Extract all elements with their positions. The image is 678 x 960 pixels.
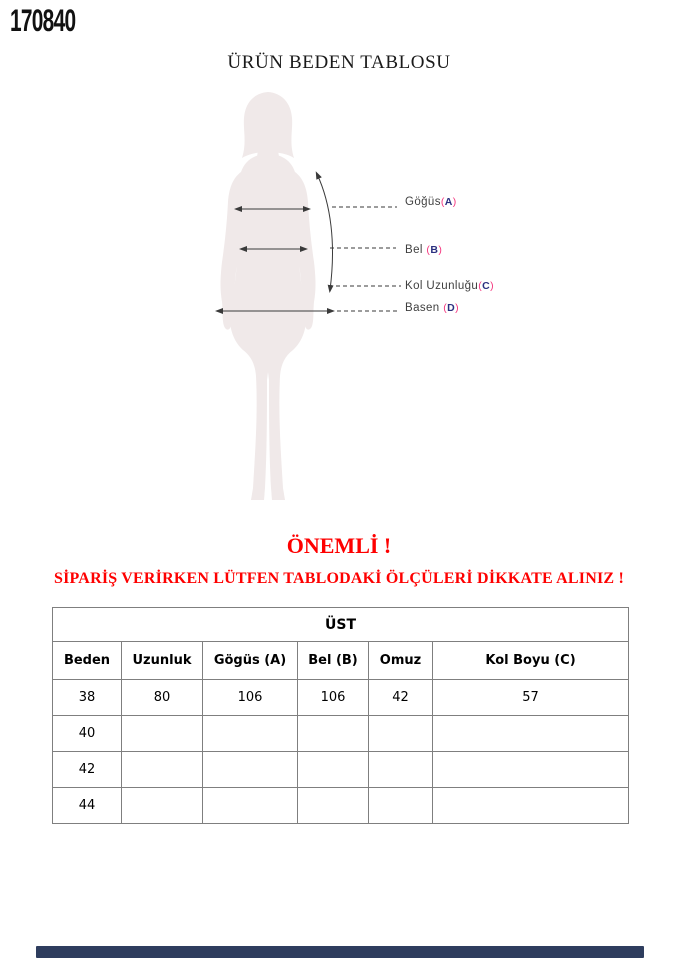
measurement-label-text: Basen [405,302,444,314]
notice-body: SİPARİŞ VERİRKEN LÜTFEN TABLODAKİ ÖLÇÜLERİ DİKKATE ALINIZ ! [54,570,624,587]
measurement-label-chest [405,196,457,208]
table-group-header: ÜST [53,608,629,642]
measurement-letter: B [430,244,439,256]
measurement-letter: A [444,196,453,208]
table-cell [122,788,203,824]
product-code: 170840 [10,4,76,39]
column-header-bel: Bel (B) [298,642,369,680]
paren-open: ( [478,280,483,292]
measurement-letter: D [447,302,456,314]
size-table [52,607,629,824]
table-cell [203,716,298,752]
measurement-label-text: Kol Uzunluğu [405,280,479,292]
column-header-kol-boyu: Kol Boyu (C) [433,642,629,680]
paren-open: ( [443,302,448,314]
notice-heading: ÖNEMLİ ! [286,533,392,558]
table-cell [122,716,203,752]
table-cell [122,752,203,788]
paren-close: ) [490,280,495,292]
table-cell: 106 [298,680,369,716]
paren-close: ) [455,302,459,314]
footer-bar [36,946,644,958]
table-cell: 80 [122,680,203,716]
table-cell [433,788,629,824]
table-cell [203,788,298,824]
table-cell: 57 [433,680,629,716]
table-cell [203,752,298,788]
table-cell [369,788,433,824]
column-header-uzunluk: Uzunluk [122,642,203,680]
table-cell: 42 [53,752,122,788]
measurement-label-hip [405,302,459,314]
column-header-gogus: Gögüs (A) [203,642,298,680]
measurement-label-text: Göğüs [405,196,441,208]
table-row-42 [53,752,629,788]
table-cell: 42 [369,680,433,716]
table-group-row [53,608,629,642]
table-cell [369,716,433,752]
measurement-letter: C [482,280,491,292]
table-cell [433,752,629,788]
table-cell [433,716,629,752]
table-cell [298,716,369,752]
measurement-label-text: Bel [405,244,427,256]
column-header-omuz: Omuz [369,642,433,680]
table-header-row [53,642,629,680]
table-cell [298,752,369,788]
column-header-beden: Beden [53,642,122,680]
table-cell: 106 [203,680,298,716]
page-title: ÜRÜN BEDEN TABLOSU [227,52,451,73]
table-cell: 40 [53,716,122,752]
measurement-label-waist [405,244,442,256]
measurement-label-arm [405,280,494,292]
table-row-38 [53,680,629,716]
female-silhouette [201,90,336,502]
paren-close: ) [438,244,443,256]
table-cell: 44 [53,788,122,824]
paren-open: ( [440,196,445,208]
paren-open: ( [426,244,431,256]
table-cell: 38 [53,680,122,716]
table-row-40 [53,716,629,752]
table-cell [369,752,433,788]
table-cell [298,788,369,824]
table-row-44 [53,788,629,824]
paren-close: ) [452,196,457,208]
